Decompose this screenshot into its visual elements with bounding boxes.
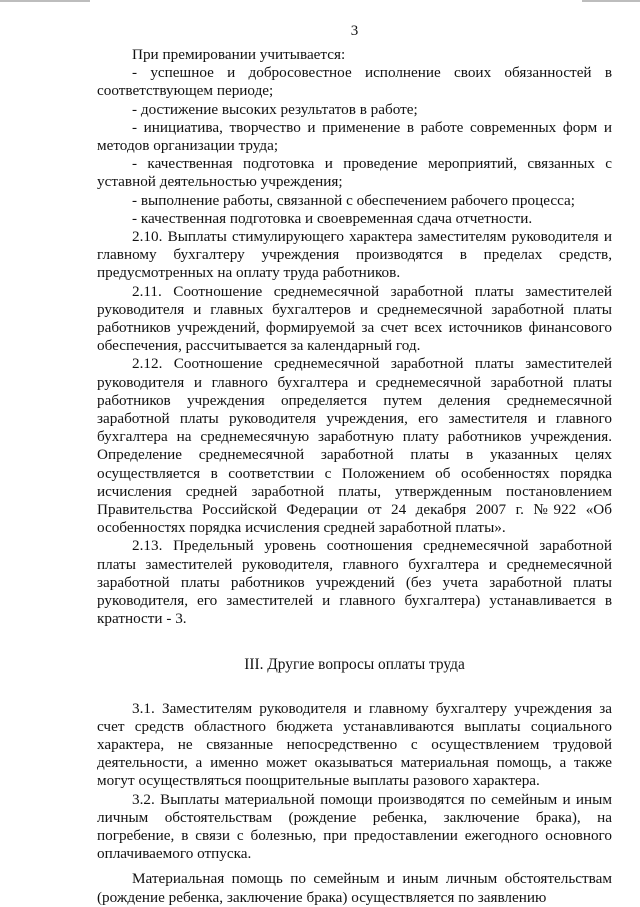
paragraph-2-13: 2.13. Предельный уровень соотношения среднемесячной заработной платы заместителей руководителя, главного бухгалтера и среднемесячной заработной платы работников учреждений (без учета заработной платы руководителя, его заместителей и главного бухгалтера) устанавливается в кратности - 3.	[97, 537, 612, 628]
paragraph-2-12: 2.12. Соотношение среднемесячной заработной платы заместителей руководителя и главного бухгалтера и среднемесячной заработной платы работников учреждения определяется путем деления среднемесячной заработной платы руководителя учреждения, его заместителя и главного бухгалтера на среднемесячную заработную плату работников учреждения. Определение среднемесячной заработной платы в указанных целях осуществляется в соответствии с Положением об особенностях порядка исчисления средней заработной платы, утвержденным постановлением Правительства Российской Федерации от 24 декабря 2007 г. №922 «Об особенностях порядка исчисления средней заработной платы».	[97, 355, 612, 537]
bonus-criteria-block	[97, 46, 612, 228]
section-3-paragraphs	[97, 700, 612, 907]
bonus-item: - достижение высоких результатов в работе;	[132, 100, 418, 118]
bonus-item: - инициатива, творчество и применение в работе современных форм и методов организации труда;	[97, 118, 612, 155]
bonus-item: - выполнение работы, связанной с обеспечением рабочего процесса;	[132, 191, 575, 209]
bonus-item: - качественная подготовка и своевременная сдача отчетности.	[132, 209, 533, 227]
bonus-intro: При премировании учитывается:	[132, 46, 346, 63]
page-number: 3	[350, 23, 359, 39]
paragraph-3-1: 3.1. Заместителям руководителя и главному бухгалтеру учреждения за счет средств областного бюджета устанавливаются выплаты социального характера, не связанные непосредственно с осуществлением трудовой деятельности, а именно может оказываться материальная помощь, а также могут осуществляться поощрительные выплаты разового характера.	[97, 699, 612, 790]
scan-edge-mark	[0, 0, 90, 2]
paragraph-2-11: 2.11. Соотношение среднемесячной заработной платы заместителей руководителя и главных бухгалтеров и среднемесячной заработной платы работников учреждений, формируемой за счет всех источников финансового обеспечения, рассчитывается за календарный год.	[97, 282, 612, 355]
bonus-item: - успешное и добросовестное исполнение своих обязанностей в соответствующем периоде;	[97, 64, 612, 100]
bonus-item: - качественная подготовка и проведение мероприятий, связанных с уставной деятельностью учреждения;	[97, 155, 612, 191]
section-2-paragraphs	[97, 228, 612, 628]
paragraph-3-2: 3.2. Выплаты материальной помощи производятся по семейным и иным личным обстоятельствам (рождение ребенка, заключение брака), на погребение, в связи с болезнью, при предоставлении ежегодного основного оплачиваемого отпуска.	[97, 790, 612, 863]
section-title: III. Другие вопросы оплаты труда	[244, 655, 465, 673]
scan-edge-mark	[582, 0, 640, 2]
paragraph-2-10: 2.10. Выплаты стимулирующего характера заместителям руководителя и главному бухгалтеру учреждения производятся в пределах средств, предусмотренных на оплату труда работников.	[97, 228, 612, 282]
paragraph-material-aid: Материальная помощь по семейным и иным личным обстоятельствам (рождение ребенка, заключение брака) осуществляется по заявлению	[97, 870, 612, 906]
